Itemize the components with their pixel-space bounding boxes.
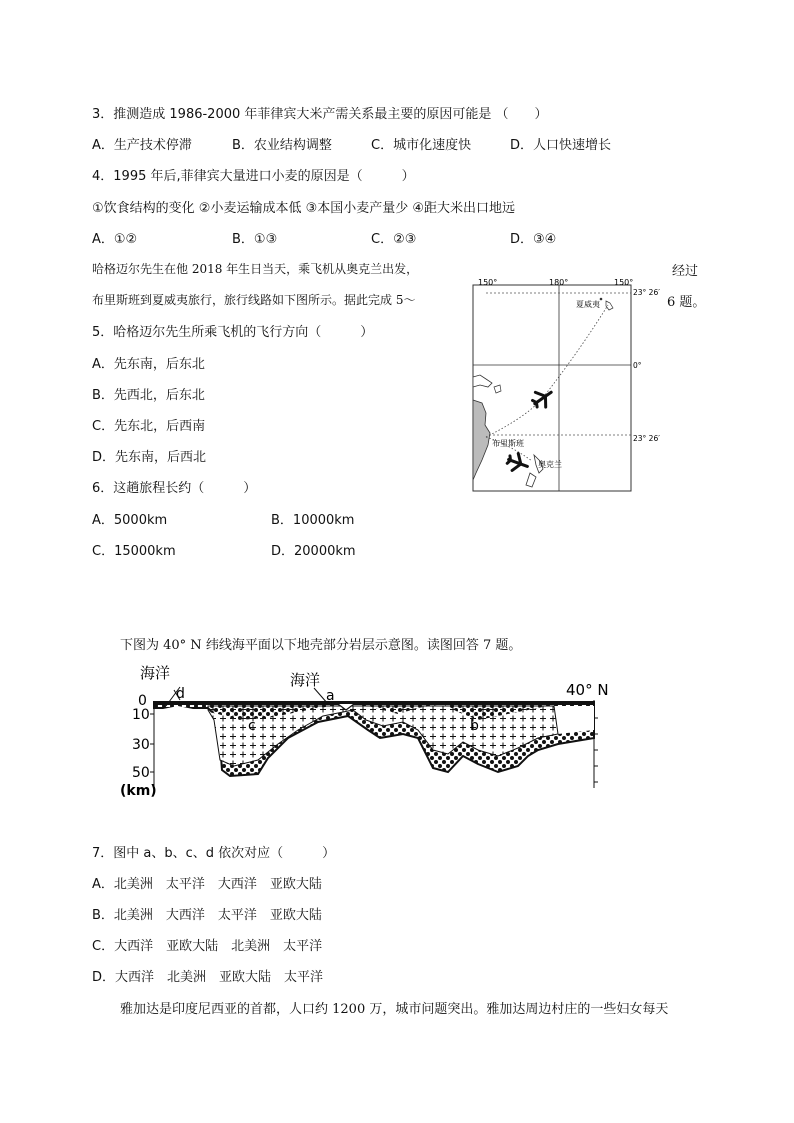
label-c: c bbox=[248, 718, 256, 734]
q5-option-b[interactable]: B．先西北，后东北 bbox=[92, 388, 205, 403]
label-brisbane: 布里斯班 bbox=[492, 439, 524, 448]
q7-stem: 7．图中 a、b、c、d 依次对应（ ） bbox=[92, 846, 336, 861]
depth-30: 30 bbox=[132, 737, 150, 753]
q3-option-b[interactable]: B．农业结构调整 bbox=[232, 138, 332, 153]
q4-option-c[interactable]: C．②③ bbox=[371, 232, 417, 247]
flight-route-map bbox=[470, 275, 660, 495]
q3-option-d[interactable]: D．人口快速增长 bbox=[510, 138, 612, 153]
depth-10: 10 bbox=[132, 707, 150, 723]
label-lon-150e: 150° bbox=[614, 278, 634, 287]
q5-option-d[interactable]: D．先东南，后西北 bbox=[92, 450, 207, 465]
q4-stem: 4．1995 年后,菲律宾大量进口小麦的原因是（ ） bbox=[92, 169, 415, 184]
q7-option-a[interactable]: A．北美洲 太平洋 大西洋 亚欧大陆 bbox=[92, 877, 322, 892]
crust-cross-section bbox=[118, 660, 609, 800]
label-lat-south: 23° 26′ bbox=[633, 434, 660, 443]
q6-option-a[interactable]: A．5000km bbox=[92, 513, 168, 528]
q7-option-d[interactable]: D．大西洋 北美洲 亚欧大陆 太平洋 bbox=[92, 970, 324, 985]
label-latitude: 40° N bbox=[566, 681, 609, 699]
q6-stem: 6．这趟旅程长约（ ） bbox=[92, 481, 257, 496]
q6-option-b[interactable]: B．10000km bbox=[271, 513, 355, 528]
label-auckland: 奥克兰 bbox=[538, 460, 562, 469]
q4-items: ①饮食结构的变化 ②小麦运输成本低 ③本国小麦产量少 ④距大米出口地远 bbox=[92, 201, 516, 216]
intro-7: 下图为 40° N 纬线海平面以下地壳部分岩层示意图。读图回答 7 题。 bbox=[120, 638, 522, 653]
q3-option-c[interactable]: C．城市化速度快 bbox=[371, 138, 472, 153]
label-d: d bbox=[176, 686, 185, 702]
label-hawaii: 夏威夷 bbox=[576, 300, 600, 309]
label-a: a bbox=[326, 688, 335, 704]
depth-0: 0 bbox=[138, 693, 147, 709]
label-ocean-mid: 海洋 bbox=[290, 671, 321, 689]
label-ocean-left: 海洋 bbox=[140, 664, 171, 682]
q7-option-b[interactable]: B．北美洲 大西洋 太平洋 亚欧大陆 bbox=[92, 908, 322, 923]
q5-option-c[interactable]: C．先东北，后西南 bbox=[92, 419, 206, 434]
q5-stem: 5．哈格迈尔先生所乘飞机的飞行方向（ ） bbox=[92, 325, 374, 340]
q3-stem: 3．推测造成 1986-2000 年菲律宾大米产需关系最主要的原因可能是 （ ） bbox=[92, 107, 548, 122]
label-lon-180: 180° bbox=[549, 278, 569, 287]
intro-5-6-line1: 哈格迈尔先生在他 2018 年生日当天，乘飞机从奥克兰出发， bbox=[92, 262, 419, 276]
intro-8: 雅加达是印度尼西亚的首都，人口约 1200 万，城市问题突出。雅加达周边村庄的一些妇女每天 bbox=[120, 1002, 669, 1017]
depth-50: 50 bbox=[132, 765, 150, 781]
q3-option-a[interactable]: A．生产技术停滞 bbox=[92, 138, 192, 153]
intro-5-6-line2-end: 6 题。 bbox=[667, 295, 706, 310]
q4-option-a[interactable]: A．①② bbox=[92, 232, 138, 247]
q6-option-c[interactable]: C．15000km bbox=[92, 544, 176, 559]
intro-5-6-line1-end: 经过 bbox=[672, 264, 699, 279]
label-lat-equator: 0° bbox=[633, 361, 642, 370]
q6-option-d[interactable]: D．20000km bbox=[271, 544, 356, 559]
q4-option-b[interactable]: B．①③ bbox=[232, 232, 278, 247]
label-b: b bbox=[470, 718, 479, 734]
label-lat-north: 23° 26′ bbox=[633, 288, 660, 297]
intro-5-6-line2: 布里斯班到夏威夷旅行，旅行线路如下图所示。据此完成 5～ bbox=[92, 293, 416, 307]
depth-unit: (km) bbox=[120, 783, 157, 799]
q5-option-a[interactable]: A．先东南，后东北 bbox=[92, 357, 205, 372]
q4-option-d[interactable]: D．③④ bbox=[510, 232, 557, 247]
label-lon-150w: 150° bbox=[478, 278, 498, 287]
q7-option-c[interactable]: C．大西洋 亚欧大陆 北美洲 太平洋 bbox=[92, 939, 323, 954]
